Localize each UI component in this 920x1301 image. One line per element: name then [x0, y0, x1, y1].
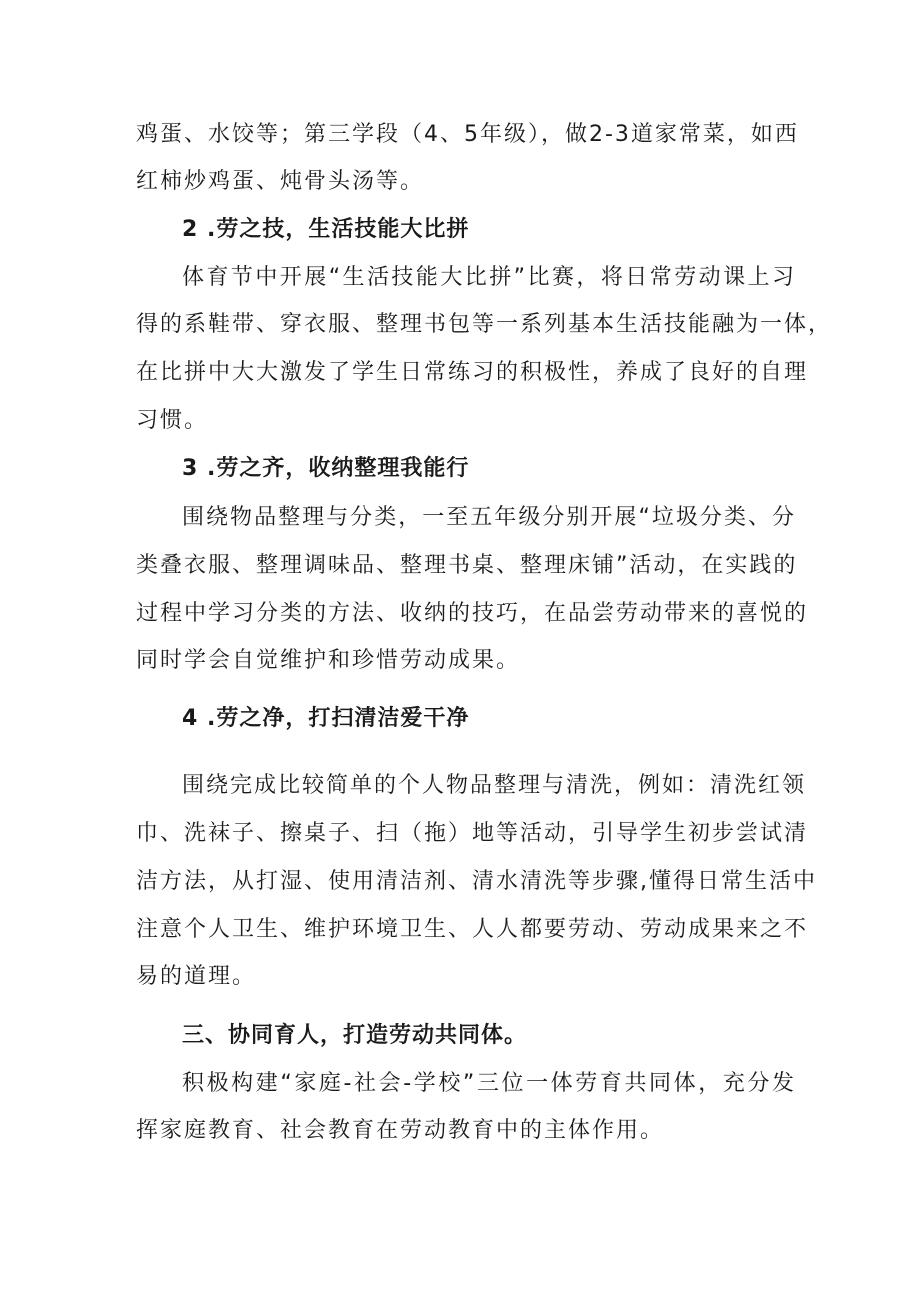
paragraph-line: 得的系鞋带、穿衣服、整理书包等一系列基本生活技能融为一体， [136, 312, 833, 337]
section-heading: 三、协同育人，打造劳动共同体。 [182, 1023, 528, 1048]
paragraph-line: 过程中学习分类的方法、收纳的技巧，在品尝劳动带来的喜悦的 [136, 601, 809, 626]
paragraph-line: 体育节中开展“生活技能大比拼”比赛，将日常劳动课上习 [182, 265, 796, 290]
section-heading: 4 .劳之净，打扫清洁爱干净 [182, 706, 470, 731]
paragraph-line: 巾、洗袜子、擦桌子、扫（拖）地等活动，引导学生初步尝试清 [136, 821, 809, 846]
paragraph-line: 围绕物品整理与分类，一至五年级分别开展“垃圾分类、分 [182, 505, 796, 530]
paragraph-line: 鸡蛋、水饺等；第三学段（4、5年级），做2-3道家常菜，如西 [136, 122, 799, 147]
paragraph-line: 习惯。 [136, 408, 209, 433]
paragraph-line: 在比拼中大大激发了学生日常练习的积极性，养成了良好的自理 [136, 360, 809, 385]
paragraph-line: 洁方法，从打湿、使用清洁剂、清水清洗等步骤,懂得日常生活中 [136, 869, 817, 894]
paragraph-line: 易的道理。 [136, 964, 257, 989]
paragraph-line: 积极构建“家庭-社会-学校”三位一体劳育共同体，充分发 [182, 1071, 796, 1096]
section-heading: 3 .劳之齐，收纳整理我能行 [182, 456, 470, 481]
paragraph-line: 红柿炒鸡蛋、炖骨头汤等。 [136, 169, 425, 194]
paragraph-line: 类叠衣服、整理调味品、整理书桌、整理床铺”活动，在实践的 [136, 553, 798, 578]
paragraph-line: 挥家庭教育、社会教育在劳动教育中的主体作用。 [136, 1118, 665, 1143]
paragraph-line: 注意个人卫生、维护环境卫生、人人都要劳动、劳动成果来之不 [136, 917, 809, 942]
paragraph-line: 围绕完成比较简单的个人物品整理与清洗，例如：清洗红领 [182, 773, 807, 798]
section-heading: 2 .劳之技，生活技能大比拼 [182, 217, 470, 242]
paragraph-line: 同时学会自觉维护和珍惜劳动成果。 [136, 648, 521, 673]
